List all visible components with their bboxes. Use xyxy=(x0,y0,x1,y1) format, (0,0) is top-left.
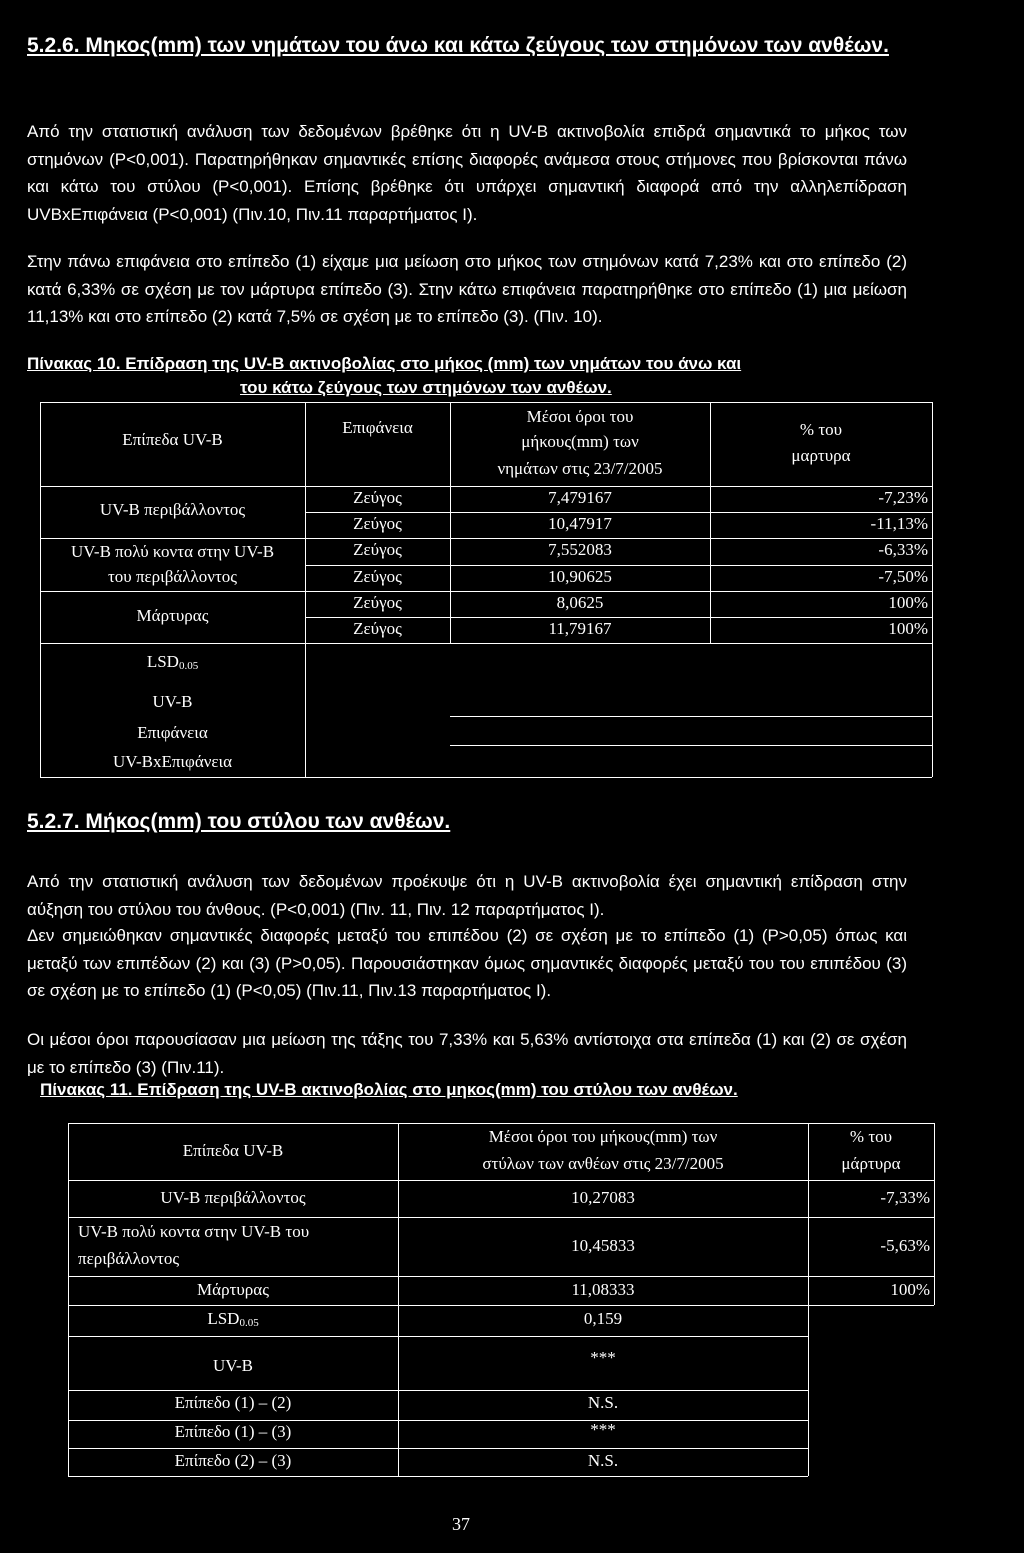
table-cell: Ζεύγος xyxy=(353,593,402,612)
stat-label: Επίπεδο (1) – (2) xyxy=(174,1393,292,1412)
column-header: % του xyxy=(799,420,843,439)
table-caption: Πίνακας 11. Επίδραση της UV-B ακτινοβολίας στο μηκος(mm) του στύλου των ανθέων. xyxy=(40,1080,738,1099)
paragraph: Στην πάνω επιφάνεια στο επίπεδο (1) είχαμε μια μείωση στο μήκος των στημόνων κατά 7,23% και στο επίπεδο (2) κατά 6,33% σε σχέση με τον μάρτυρα επίπεδο (3). Στην κάτω επιφάνεια παρατηρήθηκε στο επίπεδο (1) μια μείωση 11,13% και στο επίπεδο (2) κατά 7,5% σε σχέση με το επίπεδο (3). (Πιν. 10). xyxy=(27,252,907,326)
column-header: Επίπεδα UV-B xyxy=(182,1141,284,1160)
table-cell: Ζεύγος xyxy=(353,514,402,533)
lsd-label: $LSD_{0.05}$ xyxy=(146,652,199,672)
table-cell: 7,479167 xyxy=(548,488,612,507)
column-header: % του xyxy=(849,1127,893,1146)
table-cell: 11,79167 xyxy=(548,619,612,638)
paragraph: Από την στατιστική ανάλυση των δεδομένων βρέθηκε ότι η UV-B ακτινοβολία επιδρά σημαντικά το μήκος των στημόνων (P<0,001). Παρατηρήθηκαν σημαντικές επίσης διαφορές ανάμεσα στους στήμονες που βρίσκονται πάνω και κάτω του στύλου (P<0,001). Επίσης βρέθηκε ότι υπάρχει σημαντική διαφορά από την αλληλεπίδραση UVBxΕπιφάνεια (P<0,001) (Πιν.10, Πιν.11 παραρτήματος Ι). xyxy=(27,122,907,224)
column-header: Επίπεδα UV-B xyxy=(122,430,223,449)
column-header: νημάτων στις 23/7/2005 xyxy=(497,459,663,478)
table-cell: 10,27083 xyxy=(571,1188,635,1207)
table-cell: -7,23% xyxy=(878,488,928,507)
stat-label: Επίπεδο (2) – (3) xyxy=(174,1451,292,1470)
table-cell: περιβάλλοντος xyxy=(78,1249,180,1268)
table-cell: Ζεύγος xyxy=(353,488,402,507)
paragraph: Δεν σημειώθηκαν σημαντικές διαφορές μεταξύ του επιπέδου (2) σε σχέση με το επίπεδο (1) (P>0,05) όπως και μεταξύ των επιπέδων (2) και (3) (P>0,05). Παρουσιάστηκαν όμως σημαντικές διαφορές μεταξύ του του επιπέδου (3) σε σχέση με το επίπεδο (1) (P<0,05) (Πιν.11, Πιν.13 παραρτήματος Ι). xyxy=(27,926,907,1000)
table-cell: 10,47917 xyxy=(548,514,612,533)
page-number: 37 xyxy=(452,1514,470,1534)
table-cell: -7,50% xyxy=(878,567,928,586)
table-cell: UV-B περιβάλλοντος xyxy=(160,1188,306,1207)
column-header: στύλων των ανθέων στις 23/7/2005 xyxy=(482,1154,724,1173)
stat-value: *** xyxy=(590,1420,616,1439)
table-cell: UV-B πολύ κοντα στην UV-B του xyxy=(78,1222,310,1241)
paragraph: Από την στατιστική ανάλυση των δεδομένων προέκυψε ότι η UV-B ακτινοβολία έχει σημαντική επίδραση στην αύξηση του στύλου του άνθους. (P<0,001) (Πιν. 11, Πιν. 12 παραρτήματος Ι). xyxy=(27,872,907,919)
table-cell: Μάρτυρας xyxy=(197,1280,269,1299)
column-header: Μέσοι όροι του μήκους(mm) των xyxy=(488,1127,718,1146)
table-cell: 8,0625 xyxy=(556,593,604,612)
row-group-label: του περιβάλλοντος xyxy=(107,567,238,586)
column-header: μαρτυρα xyxy=(791,446,851,465)
column-header: Μέσοι όροι του xyxy=(526,407,634,426)
table-cell: Ζεύγος xyxy=(353,540,402,559)
column-header: Επιφάνεια xyxy=(342,418,413,437)
row-group-label: UV-B περιβάλλοντος xyxy=(99,500,246,519)
table-cell: -7,33% xyxy=(880,1188,930,1207)
table-cell: 10,90625 xyxy=(548,567,612,586)
table-cell: 100% xyxy=(888,593,928,612)
table-cell: -6,33% xyxy=(878,540,928,559)
section-heading: 5.2.7. Μήκος(mm) του στύλου των ανθέων. xyxy=(27,810,451,833)
stat-label: Επιφάνεια xyxy=(137,723,208,742)
section-heading: 5.2.6. Μηκος(mm) των νημάτων του άνω και κάτω ζεύγους των στημόνων των ανθέων. xyxy=(27,34,889,57)
table-cell: -11,13% xyxy=(870,514,928,533)
row-group-label: Μάρτυρας xyxy=(136,606,209,625)
stat-value: *** xyxy=(590,1348,616,1367)
stat-value: N.S. xyxy=(587,1393,619,1412)
stat-label: Επίπεδο (1) – (3) xyxy=(174,1422,292,1441)
lsd-label: $LSD_{0.05}$ xyxy=(207,1309,259,1329)
stat-label: UV-BxΕπιφάνεια xyxy=(112,752,233,771)
table-cell: 100% xyxy=(890,1280,930,1299)
table-cell: 7,552083 xyxy=(548,540,612,559)
table-cell: Ζεύγος xyxy=(353,619,402,638)
table-cell: 11,08333 xyxy=(571,1280,635,1299)
paragraph: Οι μέσοι όροι παρουσίασαν μια μείωση της τάξης του 7,33% και 5,63% αντίστοιχα στα επίπεδα (1) και (2) σε σχέση με το επίπεδο (3) (Πιν.11). xyxy=(27,1030,907,1077)
table-caption: του κάτω ζεύγους των στημόνων των ανθέων. xyxy=(240,378,612,397)
table-cell: 10,45833 xyxy=(571,1236,635,1255)
stat-label: UV-B xyxy=(152,692,193,711)
table-cell: -5,63% xyxy=(880,1236,930,1255)
stat-value: N.S. xyxy=(587,1451,619,1470)
column-header: μήκους(mm) των xyxy=(521,432,639,451)
lsd-value: 0,159 xyxy=(583,1309,623,1328)
table-cell: 100% xyxy=(888,619,928,638)
table-cell: Ζεύγος xyxy=(353,567,402,586)
column-header: μάρτυρα xyxy=(841,1154,901,1173)
row-group-label: UV-B πολύ κοντα στην UV-B xyxy=(70,542,275,561)
table-caption: Πίνακας 10. Επίδραση της UV-B ακτινοβολίας στο μήκος (mm) των νημάτων του άνω και xyxy=(27,354,742,373)
stat-label: UV-B xyxy=(213,1356,253,1375)
